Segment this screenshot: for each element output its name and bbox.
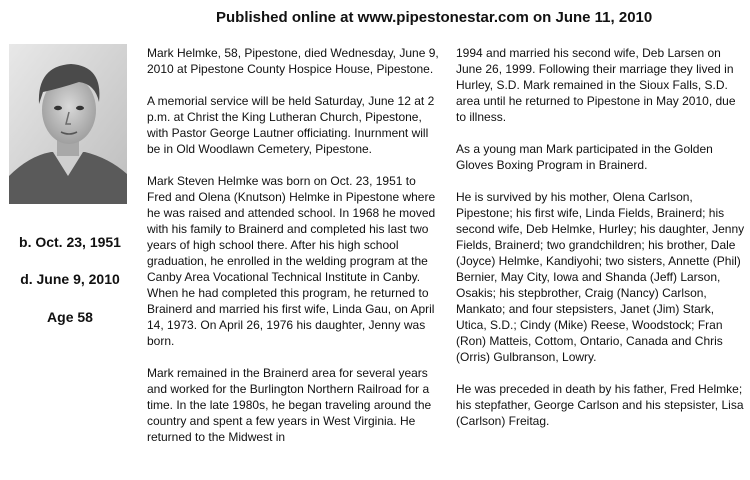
publication-header: Published online at www.pipestonestar.com on June 11, 2010 <box>216 9 653 26</box>
paragraph: Mark Helmke, 58, Pipestone, died Wednesday, June 9, 2010 at Pipestone County Hospice House, Pipestone. <box>147 46 439 76</box>
paragraph: He is survived by his mother, Olena Carlson, Pipestone; his first wife, Linda Fields, Brainerd; his second wife, Deb Helmke, Hurley; his daughter, Jenny Fields, Brainerd; two grandchildren; his brother, Dale (Joyce) Helmke, Kandiyohi; two sisters, Annette (Phil) Bernier, May City, Iowa and Shanda (Jeff) Larson, Osakis; his stepbrother, Craig (Nancy) Carlson, Mankato; and four stepsisters, Janet (Jim) Stark, Utica, S.D.; Cindy (Mike) Reese, Woodstock; Fran (Ron) Matteis, Cottom, Ontario, Canada and Chris (Orris) Gulbranson, Lowry. <box>456 190 745 364</box>
paragraph: He was preceded in death by his father, Fred Helmke; his stepfather, George Carlson and his stepsister, Lisa (Carlson) Freitag. <box>456 382 744 428</box>
death-date: d. June 9, 2010 <box>20 271 120 287</box>
age: Age 58 <box>47 309 93 325</box>
obituary-column-1 <box>147 45 439 461</box>
portrait-photo <box>9 44 127 204</box>
paragraph: As a young man Mark participated in the Golden Gloves Boxing Program in Brainerd. <box>456 142 713 172</box>
paragraph: 1994 and married his second wife, Deb Larsen on June 26, 1999. Following their marriage they lived in Hurley, S.D. Mark remained in the Sioux Falls, S.D. area until he returned to Pipestone in May 2010, due to illness. <box>456 46 736 124</box>
birth-date: b. Oct. 23, 1951 <box>19 234 121 250</box>
paragraph: Mark remained in the Brainerd area for several years and worked for the Burlington Northern Railroad for a time. In the late 1980s, he began traveling around the country and spent a few years in West Virginia. He returned to the Midwest in <box>147 366 432 444</box>
obituary-column-2 <box>456 45 746 445</box>
paragraph: A memorial service will be held Saturday, June 12 at 2 p.m. at Christ the King Lutheran Church, Pipestone, with Pastor George Lautner officiating. Inurnment will be in Old Woodlawn Cemetery, Pipestone. <box>147 94 435 156</box>
paragraph: Mark Steven Helmke was born on Oct. 23, 1951 to Fred and Olena (Knutson) Helmke in Pipestone where he was raised and attended school. In 1968 he moved with his family to Brainerd and completed his last two years of high school there. After his high school graduation, he enrolled in the welding program at the Canby Area Vocational Technical Institute in Canby. When he had completed this program, he returned to Brainerd and married his first wife, Linda Gau, on April 14, 1973. On April 26, 1976 his daughter, Jenny was born. <box>147 174 436 348</box>
